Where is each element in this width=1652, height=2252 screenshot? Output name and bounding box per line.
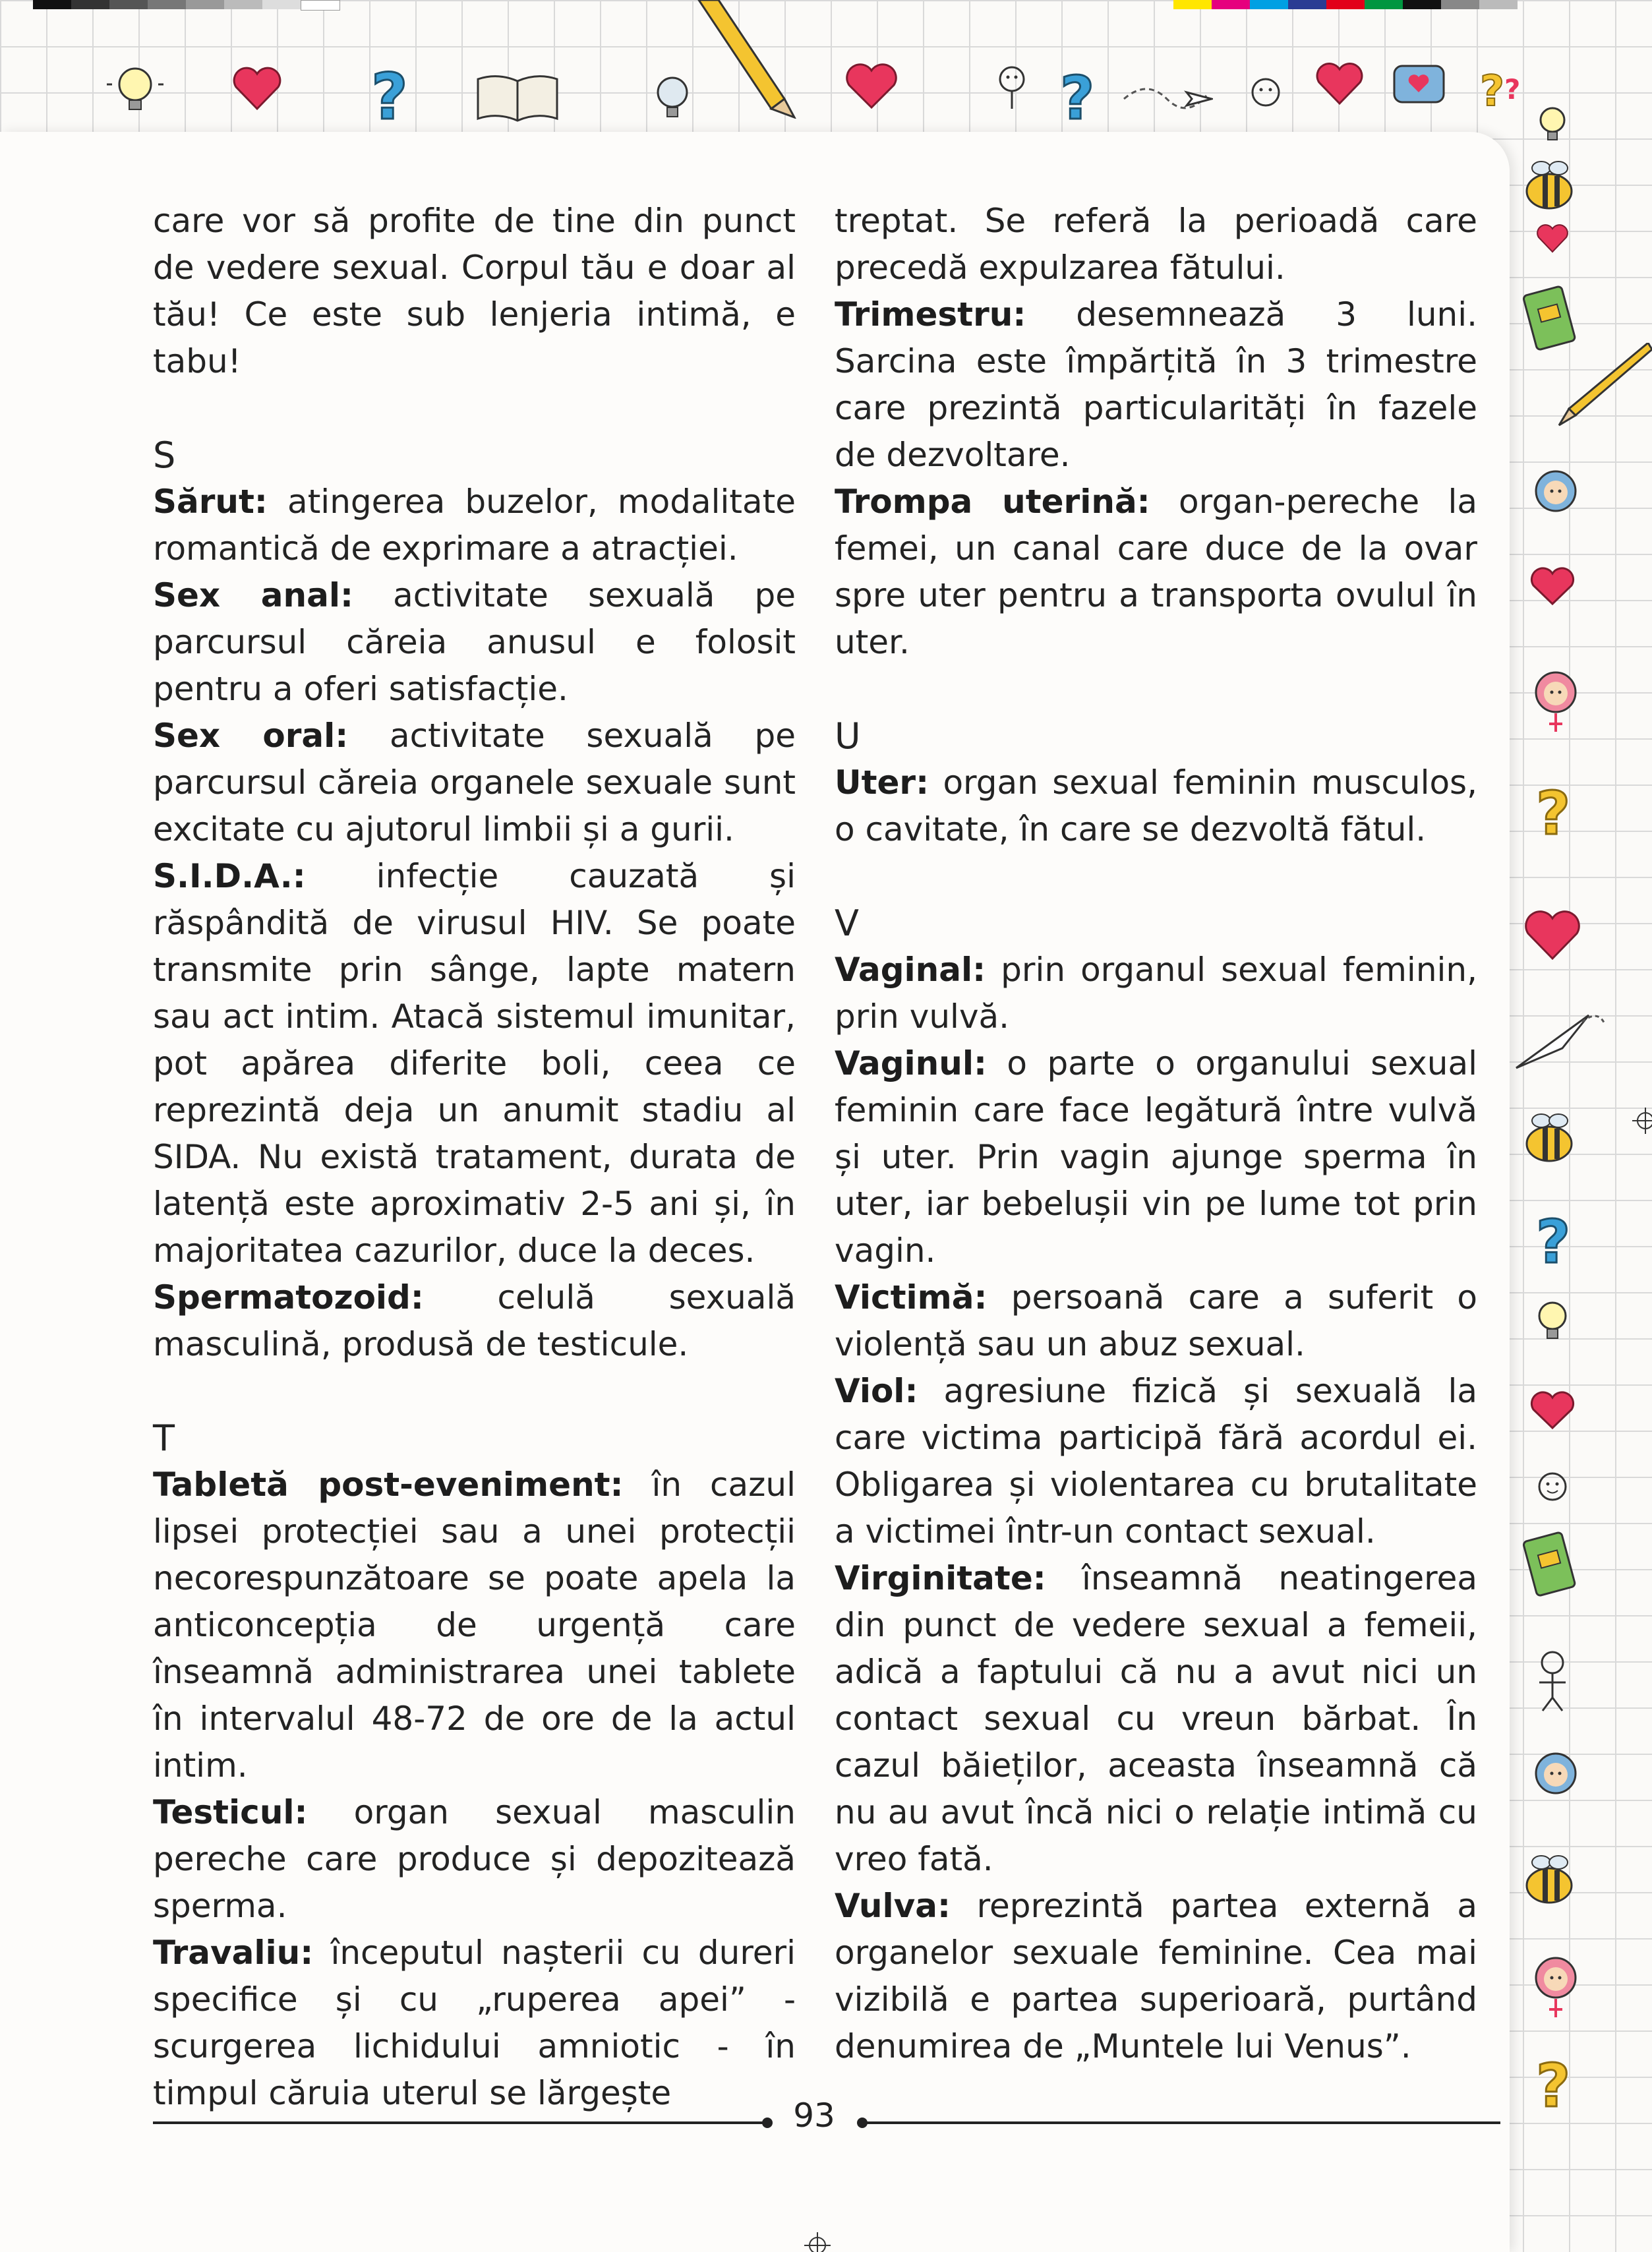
footer-rule-right xyxy=(864,2121,1500,2124)
glossary-definition: atingerea buzelor, modalitate romantică de exprimare a atracției. xyxy=(153,483,796,568)
glossary-term: Trimestru: xyxy=(835,295,1026,334)
heart-icon xyxy=(1536,224,1569,254)
speech-heart-icon xyxy=(1391,63,1450,115)
bee-icon xyxy=(1516,1849,1582,1909)
svg-text:?: ? xyxy=(1504,73,1521,105)
smiley-icon xyxy=(1239,69,1292,115)
glossary-term: Sex oral: xyxy=(153,717,349,755)
male-face-icon xyxy=(1529,465,1582,518)
glossary-definition: agresiune fizică și sexuală la care victima participă fără acordul ei. Obligarea și violentarea cu brutalitate a victimei într-un contact sexual. xyxy=(835,1372,1477,1551)
bulb-icon xyxy=(105,59,165,119)
glossary-term: Sărut: xyxy=(153,483,268,521)
glossary-term: Testicul: xyxy=(153,1793,308,1831)
section-letter: U xyxy=(835,715,861,757)
bee-icon xyxy=(1516,155,1582,214)
svg-text:?: ? xyxy=(1536,779,1571,844)
svg-text:?: ? xyxy=(1480,67,1505,116)
glossary-term: Victimă: xyxy=(835,1278,988,1317)
glossary-term: Vaginal: xyxy=(835,951,986,989)
svg-text:?: ? xyxy=(1060,64,1095,129)
footer-rule-left xyxy=(153,2121,766,2124)
glossary-definition: activitate sexuală pe parcursul căreia organele sexuale sunt excitate cu ajutorul limbii și a gurii. xyxy=(153,717,796,848)
glossary-definition: organ sexual masculin pereche care produce și depozitează sperma. xyxy=(153,1793,796,1925)
section-letter: S xyxy=(153,434,176,476)
glossary-entry xyxy=(835,759,1477,853)
bulb-icon xyxy=(1526,1292,1579,1351)
paragraph-text: treptat. Se referă la perioadă care precedă expulzarea fătului. xyxy=(835,202,1477,287)
glossary-definition: organ sexual feminin musculos, o cavitate, în care se dezvoltă fătul. xyxy=(835,763,1477,848)
heart-icon xyxy=(844,63,900,112)
glossary-term: Virginitate: xyxy=(835,1559,1046,1597)
glossary-definition: o parte o organului sexual feminin care face legătură între vulvă și uter. Prin vagin ajunge sperma în uter, iar bebelușii vin pe lume tot prin vagin. xyxy=(835,1044,1477,1270)
paragraph-text: care vor să profite de tine din punct de vedere sexual. Corpul tău e doar al tău! Ce este sub lenjeria intimă, e tabu! xyxy=(153,202,796,380)
smiley-icon xyxy=(982,59,1042,119)
section-letter: T xyxy=(153,1417,175,1459)
female-face-icon xyxy=(1529,1951,1582,2024)
female-face-icon xyxy=(1529,666,1582,738)
registration-mark-icon xyxy=(1632,1108,1652,1134)
glossary-term: Travaliu: xyxy=(153,1934,314,1972)
glossary-definition: organ-pereche la femei, un canal care duce de la ovar spre uter pentru a transporta ovulul în uter. xyxy=(835,483,1478,661)
glossary-definition: în cazul lipsei protecției sau a unei protecții necorespunzătoare se poate apela la anticoncepția de urgență care înseamnă administrarea unei tablete în intervalul 48-72 de ore de la actul intim. xyxy=(153,1466,796,1785)
glossary-entry xyxy=(153,1930,796,2117)
svg-text:?: ? xyxy=(1536,1208,1571,1272)
glossary-definition: înseamnă neatingerea din punct de vedere sexual a femeii, adică a faptului că nu a avut nici un contact sexual cu vreun bărbat. În cazul băieților, aceasta înseamnă că nu au avut încă nici o relație intimă cu vreo fată. xyxy=(835,1559,1477,1878)
heart-icon xyxy=(1529,1391,1576,1431)
glossary-entry xyxy=(835,1274,1477,1368)
glossary-definition: prin organul sexual feminin, prin vulvă. xyxy=(835,951,1477,1036)
glossary-term: Vulva: xyxy=(835,1887,951,1925)
bulb-icon xyxy=(1529,99,1576,152)
glossary-definition: reprezintă partea externă a organelor sexuale feminine. Cea mai vizibilă e partea superioară, purtând denumirea de „Muntele lui Venus”. xyxy=(835,1887,1477,2065)
question-icon xyxy=(1533,778,1579,844)
left-text-column xyxy=(153,198,796,2117)
glossary-term: Spermatozoid: xyxy=(153,1278,424,1317)
glossary-term: Sex anal: xyxy=(153,576,354,614)
bee-icon xyxy=(1516,1108,1582,1167)
question-icon xyxy=(1533,1206,1579,1272)
glossary-term: Tabletă post-eveniment: xyxy=(153,1466,624,1504)
svg-text:?: ? xyxy=(371,63,408,129)
glossary-entry xyxy=(835,1040,1477,1274)
glossary-entry xyxy=(835,1368,1477,1555)
glossary-entry xyxy=(835,479,1477,666)
paper-plane-icon xyxy=(1121,73,1213,119)
glossary-entry xyxy=(835,1883,1477,2070)
glossary-entry xyxy=(835,1555,1477,1883)
glossary-entry xyxy=(153,713,796,853)
section-letter: V xyxy=(835,903,859,944)
book-icon xyxy=(1523,1529,1582,1602)
glossary-entry xyxy=(835,291,1477,479)
glossary-term: S.I.D.A.: xyxy=(153,857,306,895)
heart-icon xyxy=(231,66,283,112)
glossary-definition: infecție cauzată și răspândită de virusul HIV. Se poate transmite prin sânge, lapte matern sau act intim. Atacă sistemul imunitar, pot apărea diferite boli, ceea ce reprezintă deja un anumit stadiu al SIDA. Nu există tratament, durata de latență este aproximativ 2-5 ani și, în majoritatea cazurilor, duce la deces. xyxy=(153,857,796,1270)
heart-icon xyxy=(1529,567,1576,607)
glossary-definition: începutul nașterii cu dureri specifice și cu „ruperea apei” - scurgerea lichidului amniotic - în timpul căruia uterul se lărgește xyxy=(153,1934,796,2112)
glossary-definition: celulă sexuală masculină, produsă de testicule. xyxy=(153,1278,796,1363)
heart-icon xyxy=(1523,910,1582,963)
question-icon xyxy=(1477,59,1529,119)
pencil-icon xyxy=(686,0,804,119)
question-icon xyxy=(366,63,412,129)
svg-text:?: ? xyxy=(1536,2052,1571,2116)
glossary-definition: desemnează 3 luni. Sarcina este împărțită în 3 trimestre care prezintă particularități în fazele de dezvoltare. xyxy=(835,295,1477,474)
glossary-term: Vaginul: xyxy=(835,1044,987,1082)
stick-figure-icon xyxy=(1523,1648,1582,1714)
pencil-icon xyxy=(1556,343,1652,435)
print-grayscale-bar xyxy=(33,0,340,9)
glossary-entry xyxy=(153,479,796,572)
glossary-term: Trompa uterină: xyxy=(835,483,1150,521)
heart-icon xyxy=(1315,63,1365,109)
glossary-entry xyxy=(153,1462,796,1789)
glossary-entry xyxy=(153,1789,796,1930)
glossary-term: Uter: xyxy=(835,763,929,802)
question-icon xyxy=(1533,2050,1579,2116)
paper-plane-icon xyxy=(1510,1002,1608,1075)
glossary-entry xyxy=(153,572,796,713)
registration-mark-icon xyxy=(804,2232,831,2252)
glossary-term: Viol: xyxy=(835,1372,918,1410)
book-icon xyxy=(475,69,560,122)
glossary-entry xyxy=(153,853,796,1274)
print-color-bar xyxy=(1173,0,1518,9)
smiley-icon xyxy=(1523,1460,1582,1513)
glossary-entry xyxy=(835,947,1477,1040)
question-icon xyxy=(1055,63,1101,129)
glossary-definition: persoană care a suferit o violență sau un abuz sexual. xyxy=(835,1278,1477,1363)
right-text-column xyxy=(835,198,1477,2070)
male-face-icon xyxy=(1529,1747,1582,1800)
glossary-definition: activitate sexuală pe parcursul căreia anusul e folosit pentru a oferi satisfacție. xyxy=(153,576,796,708)
glossary-entry xyxy=(153,1274,796,1368)
page-number: 93 xyxy=(793,2096,835,2135)
